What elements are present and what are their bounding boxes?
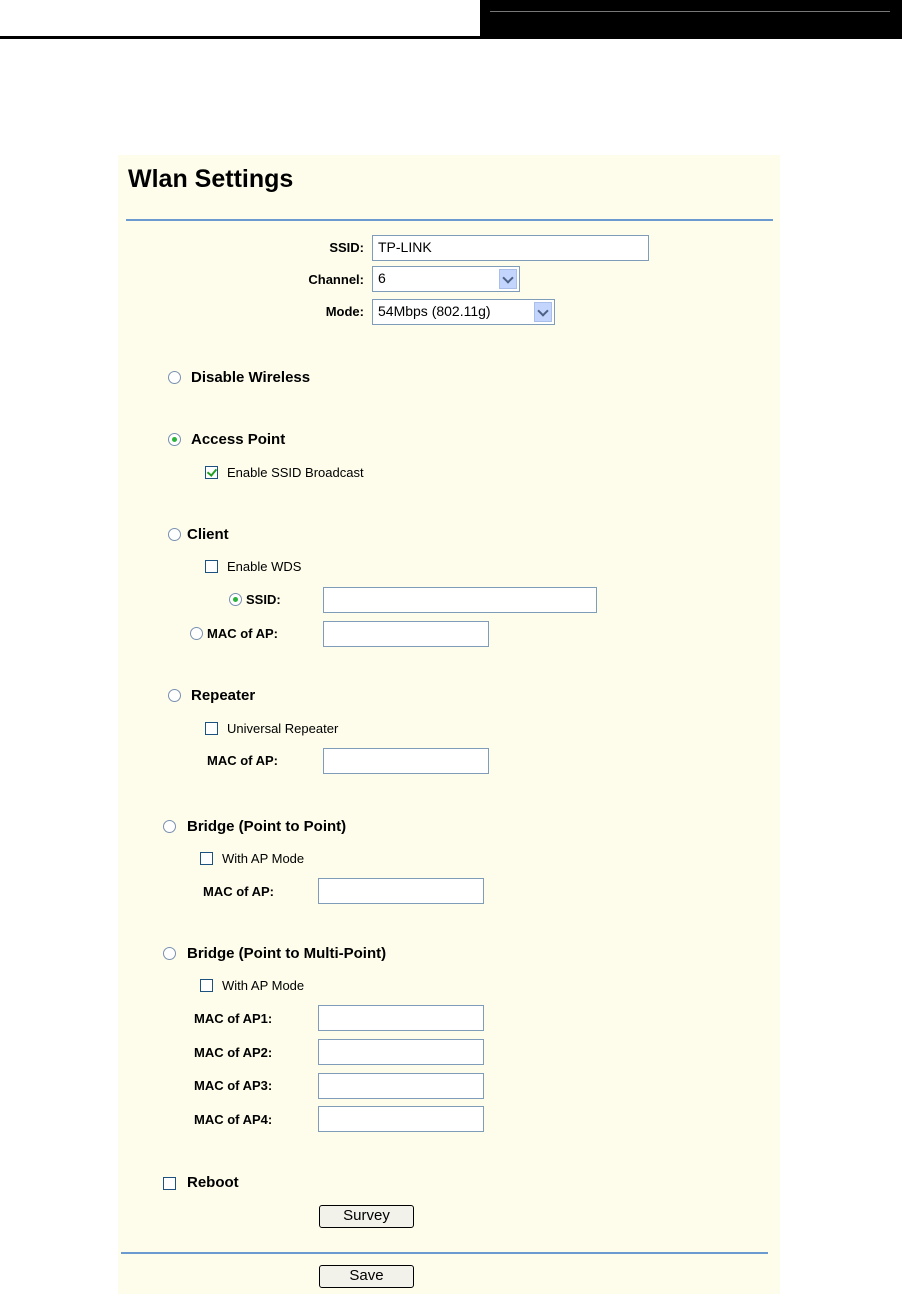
channel-value: 6 — [378, 270, 386, 286]
mac-ap2-input[interactable] — [318, 1039, 484, 1065]
ssid-broadcast-label: Enable SSID Broadcast — [227, 465, 364, 480]
bridge-p2mp-ap-mode-label: With AP Mode — [222, 978, 305, 993]
mac-ap1-input[interactable] — [318, 1005, 484, 1031]
save-button[interactable]: Save — [319, 1265, 414, 1288]
client-mac-radio[interactable] — [190, 627, 203, 640]
client-label: Client — [187, 526, 229, 543]
channel-select[interactable] — [372, 266, 520, 292]
ssid-label: SSID: — [329, 240, 364, 255]
mac-ap4-input[interactable] — [318, 1106, 484, 1132]
mac-ap4-label: MAC of AP4: — [194, 1112, 273, 1127]
chevron-down-icon[interactable] — [534, 302, 552, 322]
bridge-p2p-ap-mode-checkbox[interactable] — [200, 852, 213, 865]
ssid-input[interactable]: TP-LINK — [372, 235, 649, 261]
client-ssid-radio[interactable] — [229, 593, 242, 606]
client-ssid-input[interactable] — [323, 587, 597, 613]
title-divider — [126, 219, 773, 221]
universal-repeater-checkbox[interactable] — [205, 722, 218, 735]
disable-wireless-label: Disable Wireless — [191, 369, 311, 386]
footer-divider — [121, 1252, 768, 1254]
enable-wds-checkbox[interactable] — [205, 560, 218, 573]
access-point-label: Access Point — [191, 431, 286, 448]
repeater-mac-label: MAC of AP: — [207, 753, 279, 768]
chevron-down-icon[interactable] — [499, 269, 517, 289]
mode-value: 54Mbps (802.11g) — [378, 303, 491, 319]
enable-wds-label: Enable WDS — [227, 559, 302, 574]
universal-repeater-label: Universal Repeater — [227, 721, 339, 736]
mode-label: Mode: — [325, 304, 364, 319]
mac-ap1-label: MAC of AP1: — [194, 1011, 273, 1026]
ssid-broadcast-checkbox[interactable] — [205, 466, 218, 479]
disable-wireless-radio[interactable] — [168, 371, 181, 384]
header-rule — [0, 36, 480, 39]
mac-ap3-label: MAC of AP3: — [194, 1078, 273, 1093]
bridge-p2p-mac-label: MAC of AP: — [203, 884, 275, 899]
channel-label: Channel: — [308, 272, 364, 287]
repeater-radio[interactable] — [168, 689, 181, 702]
client-mac-input[interactable] — [323, 621, 489, 647]
bridge-p2mp-ap-mode-checkbox[interactable] — [200, 979, 213, 992]
client-mac-label: MAC of AP: — [207, 626, 279, 641]
mac-ap3-input[interactable] — [318, 1073, 484, 1099]
client-radio[interactable] — [168, 528, 181, 541]
bridge-p2p-mac-input[interactable] — [318, 878, 484, 904]
header-edge — [900, 0, 902, 39]
repeater-mac-input[interactable] — [323, 748, 489, 774]
repeater-label: Repeater — [191, 687, 256, 704]
mode-select[interactable] — [372, 299, 555, 325]
bridge-p2p-ap-mode-label: With AP Mode — [222, 851, 305, 866]
header-bar — [480, 0, 900, 39]
mac-ap2-label: MAC of AP2: — [194, 1045, 273, 1060]
client-ssid-label: SSID: — [246, 592, 281, 607]
page-title: Wlan Settings — [128, 165, 294, 193]
reboot-label: Reboot — [187, 1174, 239, 1191]
bridge-p2p-radio[interactable] — [163, 820, 176, 833]
bridge-p2p-label: Bridge (Point to Point) — [187, 818, 347, 835]
bridge-p2mp-radio[interactable] — [163, 947, 176, 960]
bridge-p2mp-label: Bridge (Point to Multi-Point) — [187, 945, 387, 962]
reboot-checkbox[interactable] — [163, 1177, 176, 1190]
survey-button[interactable]: Survey — [319, 1205, 414, 1228]
access-point-radio[interactable] — [168, 433, 181, 446]
